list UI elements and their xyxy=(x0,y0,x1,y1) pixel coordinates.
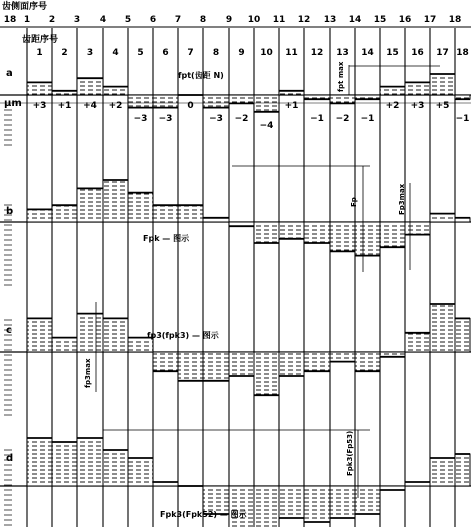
deviation-bar xyxy=(27,209,52,222)
deviation-bar xyxy=(27,438,52,486)
face-number: 12 xyxy=(297,15,311,25)
deviation-value: −3 xyxy=(209,114,223,124)
deviation-value: +3 xyxy=(32,101,47,111)
pitch-number: 9 xyxy=(238,48,245,58)
panel-b-label: b xyxy=(6,206,14,217)
deviation-bar xyxy=(254,486,279,527)
deviation-value: +2 xyxy=(385,101,400,111)
deviation-bar xyxy=(178,352,203,381)
pitch-number: 18 xyxy=(456,48,469,58)
deviation-value: +3 xyxy=(410,101,425,111)
deviation-bar xyxy=(355,222,380,256)
face-number: 15 xyxy=(373,15,387,25)
deviation-bar xyxy=(279,486,304,518)
deviation-bar xyxy=(330,95,355,103)
face-number: 5 xyxy=(124,15,132,25)
pitch-number: 7 xyxy=(187,48,194,58)
deviation-bar xyxy=(405,333,430,352)
fp-label: Fp xyxy=(350,197,358,207)
face-number: 18 xyxy=(448,15,462,25)
deviation-bar xyxy=(229,486,254,527)
deviation-bar xyxy=(103,87,128,95)
deviation-bar xyxy=(128,193,153,222)
face-number: 2 xyxy=(48,15,56,25)
deviation-value: −2 xyxy=(335,114,350,124)
fpt-max-label: fpt max xyxy=(337,61,345,92)
deviation-value: −1 xyxy=(455,114,470,124)
deviation-bar xyxy=(455,318,470,352)
panel-b-caption: Fpk — 图示 xyxy=(143,234,190,243)
pitch-number-row xyxy=(36,48,468,58)
deviation-bar xyxy=(128,458,153,486)
deviation-value: −3 xyxy=(133,114,148,124)
panel-a-caption: fpt(齿距 N) xyxy=(178,71,224,80)
face-number: 6 xyxy=(149,15,157,25)
deviation-bar xyxy=(330,486,355,518)
deviation-value: +4 xyxy=(83,101,97,111)
deviation-value: +2 xyxy=(108,101,123,111)
panel-a-pitch-deviation xyxy=(0,74,471,131)
deviation-bar xyxy=(304,486,330,522)
face-number: 11 xyxy=(272,15,286,25)
panel-d-caption: Fpk3(Fpk52) — 图示 xyxy=(160,510,247,519)
pitch-number: 3 xyxy=(86,48,94,58)
pitch-sequence-label: 齿距序号 xyxy=(22,35,59,45)
pitch-number: 11 xyxy=(285,48,298,58)
panel-c-sector-deviation xyxy=(0,304,471,395)
deviation-bar xyxy=(153,352,178,371)
panel-d-label: d xyxy=(6,453,14,464)
deviation-value: +1 xyxy=(284,101,299,111)
deviation-bar xyxy=(330,222,355,251)
panel-a-label: a xyxy=(6,68,13,79)
pitch-number: 1 xyxy=(36,48,43,58)
deviation-bar xyxy=(430,458,455,486)
deviation-bar xyxy=(355,486,380,514)
deviation-bar xyxy=(52,338,77,352)
face-number: 18 xyxy=(3,15,17,25)
face-number: 9 xyxy=(225,15,233,25)
face-number: 4 xyxy=(99,15,107,25)
deviation-value: −3 xyxy=(158,114,173,124)
deviation-bar xyxy=(27,318,52,352)
deviation-bar xyxy=(203,95,229,108)
deviation-bar xyxy=(254,95,279,112)
panel-c-caption: fp3(fpk3) — 图示 xyxy=(147,331,219,340)
deviation-bar xyxy=(355,352,380,371)
pitch-number: 6 xyxy=(162,48,169,58)
deviation-bar xyxy=(254,222,279,243)
deviation-bar xyxy=(77,78,103,95)
pitch-number: 10 xyxy=(260,48,273,58)
deviation-bar xyxy=(52,205,77,222)
deviation-bar xyxy=(430,74,455,95)
deviation-bar xyxy=(178,205,203,222)
deviation-bar xyxy=(52,442,77,486)
deviation-bar xyxy=(103,450,128,486)
deviation-bar xyxy=(229,352,254,376)
face-number: 7 xyxy=(174,15,182,25)
face-number: 1 xyxy=(23,15,31,25)
deviation-bar xyxy=(430,214,455,222)
deviation-bar xyxy=(279,352,304,376)
deviation-value: 0 xyxy=(187,101,194,111)
pitch-number: 13 xyxy=(336,48,349,58)
deviation-bar xyxy=(430,304,455,352)
deviation-bar xyxy=(330,352,355,362)
unit-label: μm xyxy=(4,98,22,109)
face-number: 13 xyxy=(323,15,337,25)
face-number: 3 xyxy=(73,15,81,25)
pitch-number: 12 xyxy=(310,48,324,58)
face-number: 17 xyxy=(423,15,437,25)
deviation-bar xyxy=(405,222,430,235)
deviation-bar xyxy=(304,352,330,371)
pitch-number: 8 xyxy=(212,48,220,58)
face-number: 16 xyxy=(398,15,412,25)
deviation-value: −4 xyxy=(259,121,274,131)
deviation-value: −1 xyxy=(310,114,324,124)
deviation-bar xyxy=(455,454,470,486)
deviation-bar xyxy=(153,205,178,222)
pitch-number: 17 xyxy=(436,48,449,58)
deviation-value: −1 xyxy=(360,114,375,124)
fpk3-label: Fpk3(Fp53) xyxy=(346,430,354,476)
deviation-bar xyxy=(380,222,405,247)
deviation-bar xyxy=(254,352,279,395)
deviation-bar xyxy=(405,82,430,95)
pitch-number: 14 xyxy=(361,48,374,58)
deviation-bar xyxy=(153,95,178,108)
deviation-bar xyxy=(128,95,153,108)
pitch-number: 4 xyxy=(112,48,119,58)
pitch-number: 15 xyxy=(386,48,399,58)
deviation-bar xyxy=(77,438,103,486)
face-number: 14 xyxy=(348,15,362,25)
deviation-bar xyxy=(27,82,52,95)
fp3max-label-b: Fp3max xyxy=(398,183,406,215)
panel-c-label: c xyxy=(6,325,12,336)
pitch-number: 16 xyxy=(411,48,424,58)
deviation-bar xyxy=(77,188,103,222)
deviation-bar xyxy=(279,222,304,239)
face-number: 10 xyxy=(247,15,261,25)
deviation-bar xyxy=(229,95,254,103)
pitch-number: 2 xyxy=(61,48,68,58)
deviation-value: +1 xyxy=(57,101,72,111)
face-number: 8 xyxy=(199,15,207,25)
face-sequence-label: 齿侧面序号 xyxy=(2,2,48,12)
deviation-bar xyxy=(77,314,103,352)
deviation-value: −2 xyxy=(234,114,249,124)
deviation-bar xyxy=(380,87,405,95)
deviation-bar xyxy=(103,318,128,352)
fp3max-label-c: fp3max xyxy=(84,358,92,388)
deviation-value: +5 xyxy=(435,101,450,111)
deviation-bar xyxy=(304,222,330,243)
pitch-number: 5 xyxy=(137,48,144,58)
face-number-row xyxy=(4,15,462,25)
deviation-bar xyxy=(203,352,229,381)
deviation-bar xyxy=(103,180,128,222)
